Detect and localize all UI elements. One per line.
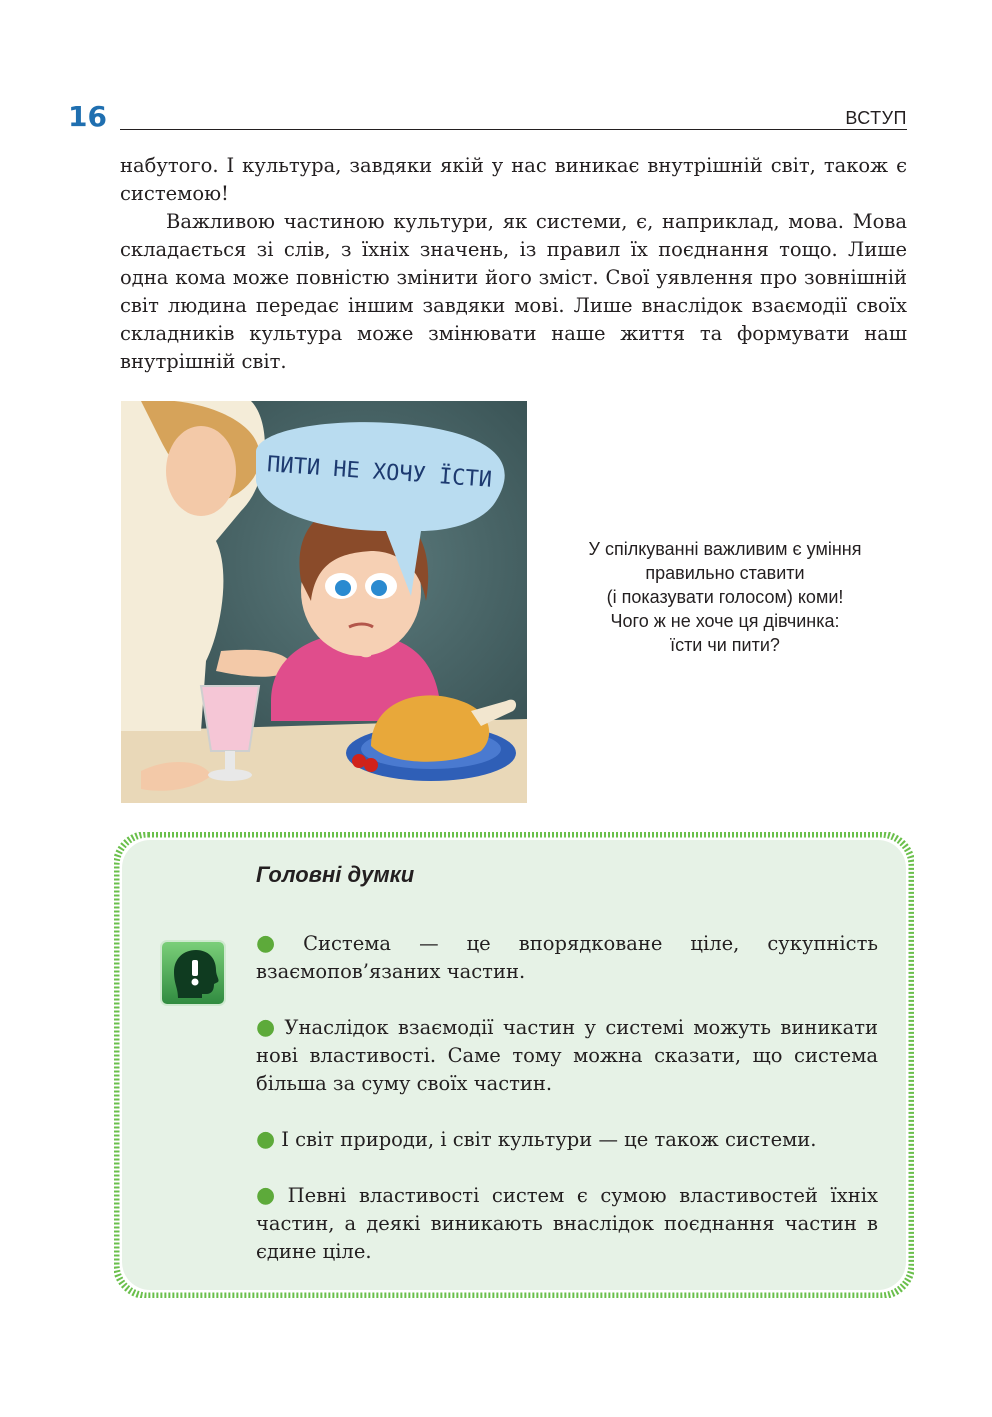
- bullet-icon: ●: [256, 1127, 276, 1152]
- head-exclamation-icon: [160, 940, 226, 1006]
- girl-illustration: [121, 401, 527, 803]
- caption-line: їсти чи пити?: [670, 635, 780, 655]
- list-item: ● І світ природи, і світ культури — це також системи.: [256, 1127, 817, 1152]
- header-rule: [120, 129, 907, 130]
- bullet-icon: ●: [256, 931, 298, 956]
- list-item: ● Певні властивості систем є сумою властивостей їхніх частин, а деякі виникають внаслідок поєднання частин в єдине ціле.: [256, 1183, 878, 1263]
- paragraph: набутого. І культура, завдяки якій у нас виникає внутрішній світ, також є системою!: [120, 154, 907, 205]
- list-item: ● Система — це впорядковане ціле, сукупність взаємопов’язаних частин.: [256, 931, 878, 983]
- speech-bubble-text: ПИТИ НЕ ХОЧУ ЇСТИ: [266, 452, 493, 493]
- caption-line: Чого ж не хоче ця дівчинка:: [610, 611, 840, 631]
- key-ideas-title: Головні думки: [256, 862, 415, 887]
- caption-line: У спілкуванні важливим є уміння: [588, 539, 862, 559]
- caption-line: правильно ставити: [645, 563, 805, 583]
- caption: [560, 537, 890, 657]
- page-number: 16: [68, 100, 107, 133]
- body-text: [120, 152, 907, 376]
- section-title: ВСТУП: [845, 108, 907, 128]
- caption-line: (і показувати голосом) коми!: [606, 587, 844, 607]
- key-ideas-list: [256, 930, 878, 1294]
- paragraph: Важливою частиною культури, як системи, є, наприклад, мова. Мова складається зі слів, з їхніх значень, із правил їх поєднання тощо. Лише одна кома може повністю змінити його зміст. Свої уявлення про зовнішній світ людина передає іншим завдяки мові. Лише внаслідок взаємодії своїх складників культура може змінювати наше життя та формувати наш внутрішній світ.: [120, 210, 907, 373]
- bullet-icon: ●: [256, 1015, 279, 1040]
- illustration: [121, 401, 527, 803]
- list-item: ● Унаслідок взаємодії частин у системі можуть виникати нові властивості. Саме тому можна сказати, що система більша за суму своїх частин.: [256, 1015, 878, 1095]
- key-ideas-box: [114, 832, 914, 1298]
- bullet-icon: ●: [256, 1183, 282, 1208]
